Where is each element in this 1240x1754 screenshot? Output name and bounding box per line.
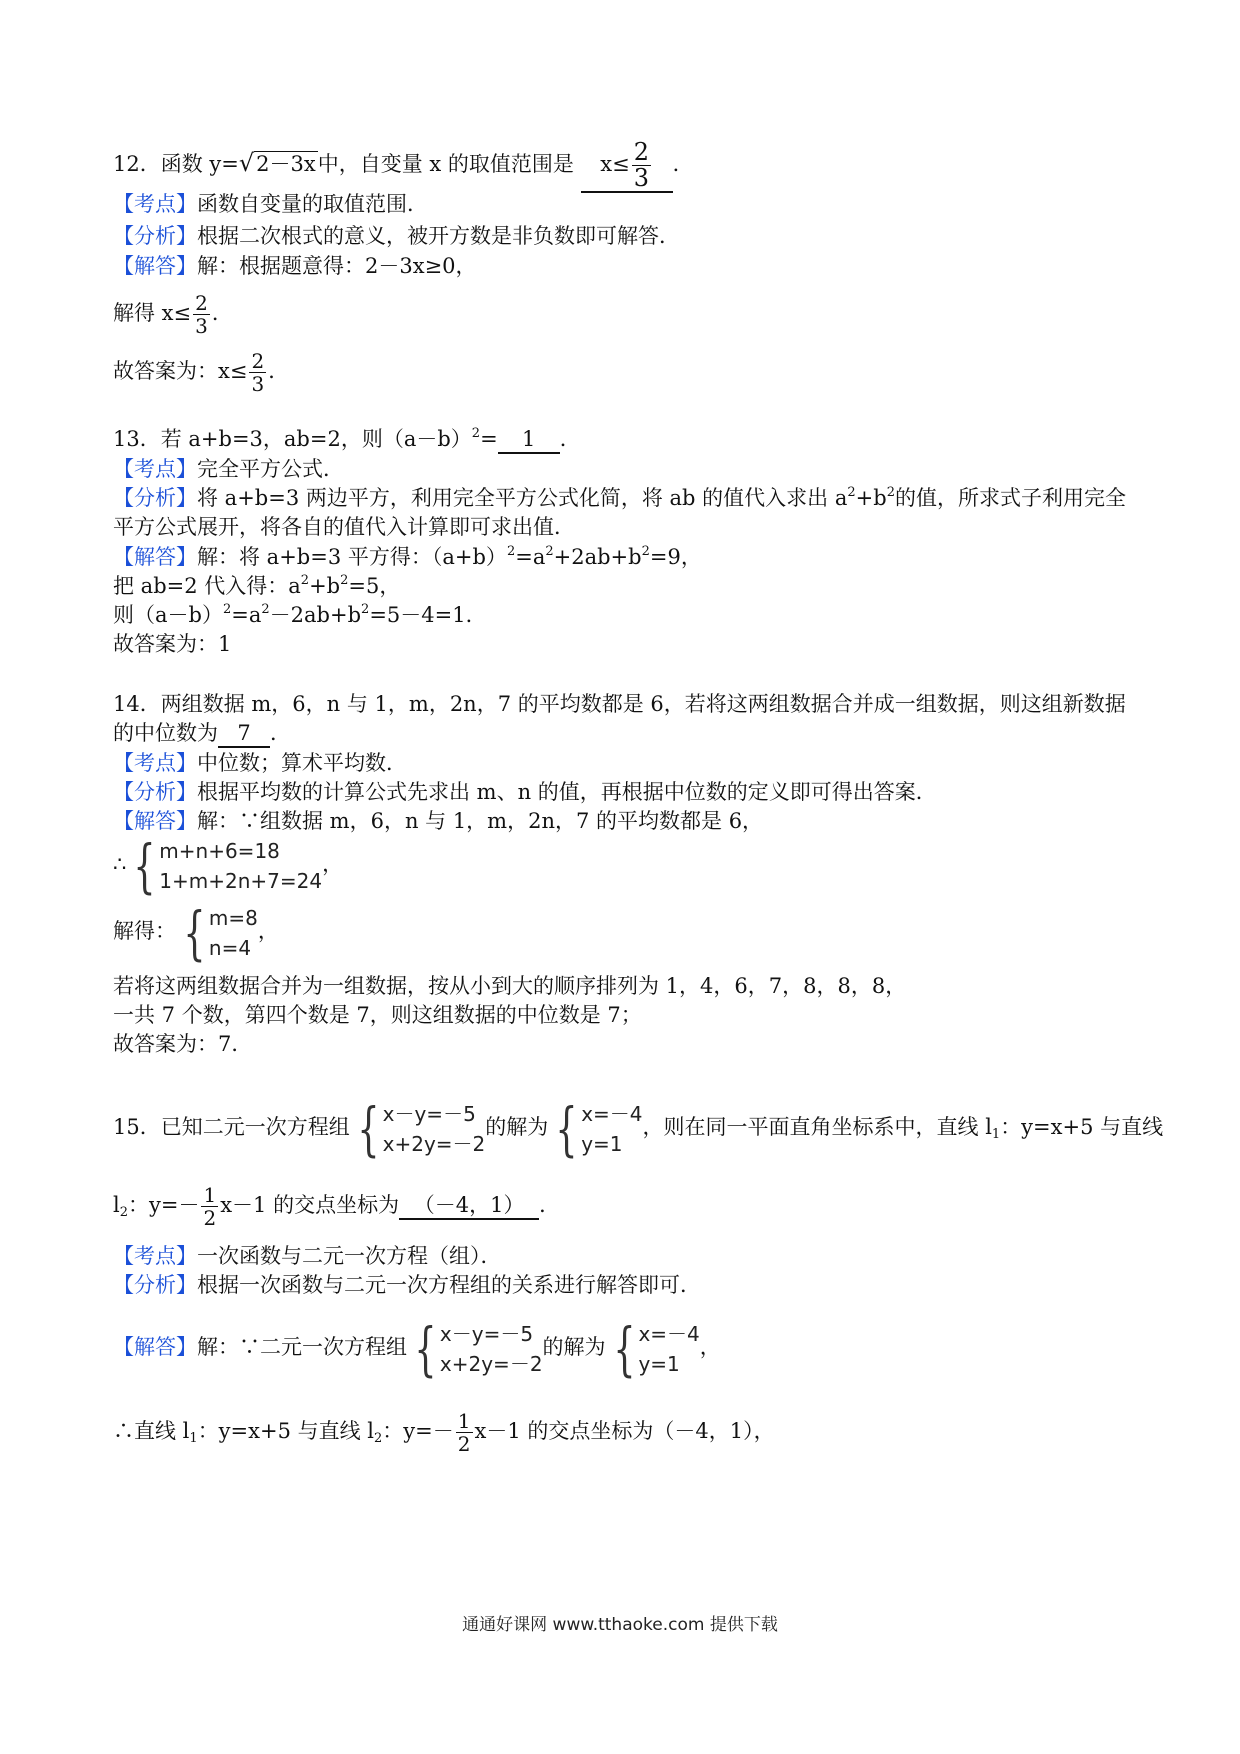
fenxi-text: 根据二次根式的意义，被开方数是非负数即可解答． [197, 224, 680, 248]
conclusion-text: ：y=x+5 与直线 l [197, 1419, 375, 1443]
q14-end: ． [270, 721, 291, 745]
equation-system [176, 898, 258, 967]
q15-stem-text: 15．已知二元一次方程组 [113, 1115, 350, 1139]
system-row: x=－4 [638, 1321, 700, 1346]
superscript: 2 [361, 602, 370, 617]
q14-final [113, 1028, 252, 1060]
subscript: 1 [991, 1127, 1001, 1142]
fenxi-tag: 【分析】 [113, 780, 197, 804]
q15-answer-blank: （－4，1） [399, 1192, 539, 1220]
step-text: 把 ab=2 代入得：a [113, 574, 301, 598]
q13-end: ． [559, 427, 581, 451]
q14-system-2 [113, 898, 279, 967]
q14-stem-1 [113, 688, 1126, 720]
subscript: 1 [189, 1431, 198, 1446]
jieda-text: 解：∵二元一次方程组 [197, 1335, 407, 1359]
system-row: m=8 [208, 905, 258, 930]
system-row: x－y=－5 [382, 1101, 476, 1126]
page-footer: 通通好课网 www.tthaoke.com 提供下载 [462, 1615, 778, 1635]
conclusion-text: x－1 的交点坐标为（－4，1）， [474, 1419, 775, 1443]
brace-icon: { [357, 1094, 380, 1163]
q14-fenxi [113, 776, 937, 808]
q12-kaodian [113, 188, 428, 220]
q15-stem-text: l [113, 1193, 120, 1217]
therefore-symbol: ∴ [113, 852, 127, 876]
kaodian-tag: 【考点】 [113, 751, 197, 775]
frac-denominator: 3 [195, 314, 208, 338]
jieda-tag: 【解答】 [113, 254, 197, 278]
superscript: 2 [641, 544, 650, 559]
q14-kaodian [113, 747, 407, 779]
jieda-text: 解：将 a+b=3 平方得：（a+b） [197, 545, 507, 569]
solve-text: 解得： [113, 919, 176, 943]
system-row: n=4 [208, 935, 252, 960]
superscript: 2 [847, 485, 856, 500]
system-rows [383, 1099, 486, 1159]
kaodian-text: 完全平方公式． [197, 457, 344, 481]
subscript: 2 [374, 1431, 383, 1446]
fenxi-text: 根据一次函数与二元一次方程组的关系进行解答即可． [197, 1273, 701, 1297]
brace-icon: { [414, 1314, 437, 1383]
q15-conclusion [113, 1404, 775, 1458]
system-rows [209, 903, 258, 963]
equation-system [350, 1094, 486, 1163]
frac-numerator: 2 [633, 138, 649, 166]
fenxi-tag: 【分析】 [113, 224, 197, 248]
kaodian-tag: 【考点】 [113, 457, 197, 481]
step-end: ． [211, 301, 233, 325]
frac-denominator: 3 [251, 372, 265, 396]
q14-stem-2 [113, 717, 291, 749]
q12-answer-blank [581, 140, 673, 193]
system-rows [159, 836, 322, 896]
sqrt-sign: √ [238, 149, 255, 177]
q15-stem-text: ，则在同一平面直角坐标系中，直线 l [642, 1115, 992, 1139]
q13-step3 [113, 599, 487, 631]
step-text: =5， [348, 574, 401, 598]
superscript: 2 [261, 602, 270, 617]
jieda-text: 解：∵组数据 m，6，n 与 1，m，2n，7 的平均数都是 6， [197, 809, 764, 833]
q13-fenxi-2 [113, 511, 575, 543]
kaodian-text: 一次函数与二元一次方程（组）． [197, 1244, 502, 1268]
superscript: 2 [300, 573, 310, 588]
frac-denominator: 3 [633, 164, 649, 192]
q15-kaodian [113, 1240, 502, 1272]
frac-denominator: 2 [203, 1206, 217, 1230]
final-end: ． [268, 359, 290, 383]
fenxi-text: 根据平均数的计算公式先求出 m、n 的值，再根据中位数的定义即可得出答案． [197, 780, 937, 804]
solution-system [606, 1314, 700, 1383]
step-text: 一共 7 个数，第四个数是 7，则这组数据的中位数是 7； [113, 1003, 642, 1027]
system-row: x+2y=－2 [382, 1131, 486, 1156]
q13-final [113, 628, 231, 660]
frac-numerator: 2 [251, 349, 265, 373]
equation-system [407, 1314, 543, 1383]
q12-step1-fraction [193, 292, 210, 337]
step-text: +b [309, 574, 341, 598]
q13-kaodian [113, 453, 344, 485]
q15-stem-text: 的解为 [485, 1115, 549, 1139]
q12-answer-fraction [632, 140, 651, 191]
q14-step2 [113, 999, 642, 1031]
q13-answer-blank: 1 [498, 426, 560, 454]
q15-fenxi [113, 1269, 701, 1301]
system-row: x+2y=－2 [439, 1351, 543, 1376]
superscript: 2 [545, 544, 554, 559]
q12-stem-text-2: 中，自变量 x 的取值范围是 [317, 152, 574, 176]
final-text: 故答案为：1 [113, 632, 232, 656]
q12-final-fraction [249, 350, 266, 395]
q12-jieda [113, 250, 477, 282]
q13-stem [113, 423, 581, 455]
q13-step2 [113, 570, 400, 602]
q13-stem-text: 13．若 a+b=3，ab=2，则（a－b） [113, 427, 472, 451]
fenxi-tag: 【分析】 [113, 1273, 197, 1297]
fenxi-text: +b [855, 486, 887, 510]
frac-numerator: 1 [203, 1183, 217, 1207]
system-rows [440, 1319, 543, 1379]
q14-step1 [113, 970, 906, 1002]
step-text: －2ab+b [269, 603, 362, 627]
system-row: x=－4 [581, 1101, 643, 1126]
step-text: 若将这两组数据合并为一组数据，按从小到大的顺序排列为 1，4，6，7，8，8，8， [113, 974, 907, 998]
solution-system [548, 1094, 643, 1163]
system-row: y=1 [581, 1131, 623, 1156]
jieda-tag: 【解答】 [113, 1335, 197, 1359]
q15-stem-text: x－1 的交点坐标为 [220, 1193, 400, 1217]
q15-stem-text: ：y=x+5 与直线 [1000, 1115, 1164, 1139]
equals: = [480, 427, 498, 451]
kaodian-text: 函数自变量的取值范围． [197, 192, 428, 216]
jieda-tag: 【解答】 [113, 545, 197, 569]
q15-stem-text: ：y=－ [128, 1193, 200, 1217]
q15-stem [113, 1092, 1163, 1162]
jieda-text: 解：根据题意得：2－3x≥0， [197, 254, 477, 278]
q12-final [113, 350, 289, 395]
brace-icon: { [183, 898, 206, 967]
conclusion-text: ∴直线 l [113, 1419, 190, 1443]
q12-step1 [113, 292, 233, 337]
q12-end: ． [672, 152, 694, 176]
fenxi-text: 的值，所求式子利用完全 [894, 486, 1126, 510]
kaodian-tag: 【考点】 [113, 1244, 197, 1268]
kaodian-tag: 【考点】 [113, 192, 197, 216]
jieda-text: +2ab+b [553, 545, 642, 569]
q12-stem-text: 12．函数 y= [113, 152, 239, 176]
q12-fenxi [113, 220, 680, 252]
q15-end: ． [539, 1193, 561, 1217]
step-text: =5－4=1． [369, 603, 487, 627]
step-text: 解得 x≤ [113, 301, 192, 325]
superscript: 2 [340, 573, 349, 588]
jieda-text: 的解为 [542, 1335, 606, 1359]
conclusion-text: ：y=－ [382, 1419, 454, 1443]
q15-fraction [201, 1184, 218, 1229]
system-rows [638, 1319, 699, 1379]
q14-stem-text: 的中位数为 [113, 721, 218, 745]
q12-stem [113, 140, 694, 193]
step-text: 则（a－b） [113, 603, 223, 627]
q15-jieda [113, 1312, 721, 1382]
q15-stem-2 [113, 1178, 560, 1232]
jieda-end: ， [699, 1335, 721, 1359]
superscript: 2 [471, 426, 481, 441]
fenxi-text: 将 a+b=3 两边平方，利用完全平方公式化简，将 ab 的值代入求出 a [197, 486, 848, 510]
q15-conclusion-fraction [456, 1410, 473, 1455]
frac-numerator: 2 [195, 291, 208, 315]
frac-denominator: 2 [457, 1432, 471, 1456]
brace-icon: { [555, 1094, 578, 1163]
jieda-text: =a [515, 545, 546, 569]
jieda-tag: 【解答】 [113, 809, 197, 833]
final-text: 故答案为：7． [113, 1032, 253, 1056]
equation-system [126, 831, 323, 900]
brace-icon: { [133, 831, 156, 900]
q13-jieda [113, 541, 702, 573]
fenxi-text: 平方公式展开，将各自的值代入计算即可求出值． [113, 515, 575, 539]
system-end: ， [257, 919, 279, 943]
final-text: 故答案为：x≤ [113, 359, 248, 383]
fenxi-tag: 【分析】 [113, 486, 197, 510]
frac-numerator: 1 [457, 1409, 471, 1433]
q14-answer-blank: 7 [218, 720, 270, 748]
q13-fenxi [113, 482, 1126, 514]
kaodian-text: 中位数；算术平均数． [197, 751, 407, 775]
q12-radicand: 2－3x [256, 152, 316, 176]
q14-system-1 [113, 831, 344, 900]
step-text: =a [231, 603, 262, 627]
superscript: 2 [886, 485, 895, 500]
system-row: 1+m+2n+7=24 [159, 868, 323, 893]
q12-answer-prefix: x≤ [600, 152, 630, 176]
system-row: m+n+6=18 [159, 838, 280, 863]
q14-stem-text: 14．两组数据 m，6，n 与 1，m，2n，7 的平均数都是 6，若将这两组数据合并成一组数据，则这组新数据 [113, 692, 1126, 716]
superscript: 2 [506, 544, 516, 559]
system-row: x－y=－5 [439, 1321, 534, 1346]
brace-icon: { [612, 1314, 636, 1383]
superscript: 2 [222, 602, 232, 617]
system-row: y=1 [638, 1351, 680, 1376]
jieda-text: =9， [649, 545, 702, 569]
system-end: ， [322, 852, 344, 876]
subscript: 2 [119, 1205, 128, 1220]
system-rows [581, 1099, 642, 1159]
